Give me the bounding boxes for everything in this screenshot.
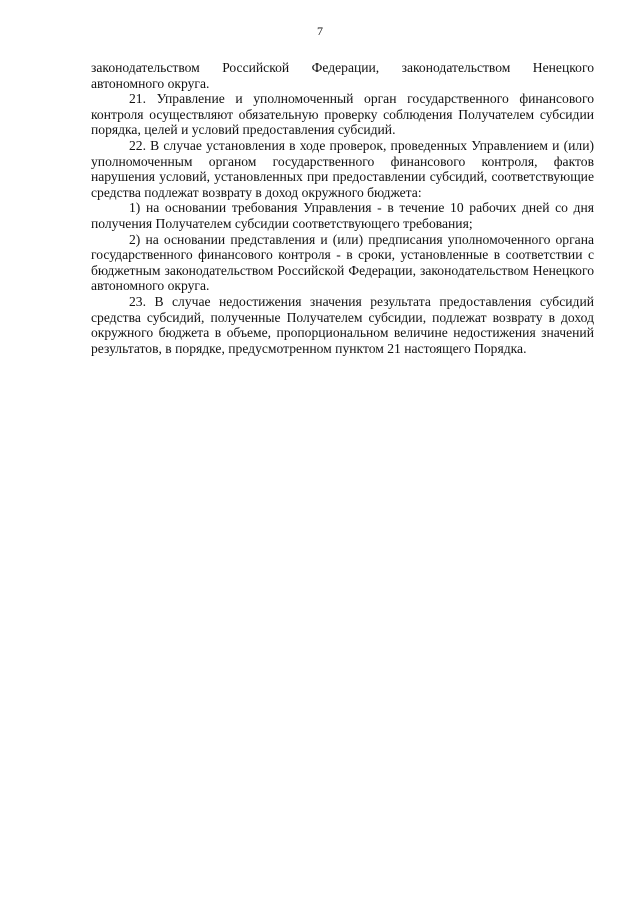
paragraph-continuation: законодательством Российской Федерации, законодательством Ненецкого автономного округа. <box>91 60 594 91</box>
paragraph-item-22-2: 2) на основании представления и (или) предписания уполномоченного органа государственного финансового контроля - в сроки, установленные в соответствии с бюджетным законодательством Российской Федерации, законодательством Ненецкого автономного округа. <box>91 231 594 294</box>
document-body <box>91 60 594 356</box>
page-number: 7 <box>317 24 323 38</box>
paragraph-item-22-1: 1) на основании требования Управления - в течение 10 рабочих дней со дня получения Получателем субсидии соответствующего требования; <box>91 200 594 231</box>
paragraph-item-22: 22. В случае установления в ходе проверок, проведенных Управлением и (или) уполномоченным органом государственного финансового контроля, фактов нарушения условий, установленных при предоставлении субсидий, соответствующие средства подлежат возврату в доход окружного бюджета: <box>91 137 594 200</box>
paragraph-item-21: 21. Управление и уполномоченный орган государственного финансового контроля осуществляют обязательную проверку соблюдения Получателем субсидии порядка, целей и условий предоставления субсидий. <box>91 91 594 138</box>
paragraph-item-23: 23. В случае недостижения значения результата предоставления субсидий средства субсидий, полученные Получателем субсидии, подлежат возврату в доход окружного бюджета в объеме, пропорциональном величине недостижения значений результатов, в порядке, предусмотренном пунктом 21 настоящего Порядка. <box>91 293 594 356</box>
